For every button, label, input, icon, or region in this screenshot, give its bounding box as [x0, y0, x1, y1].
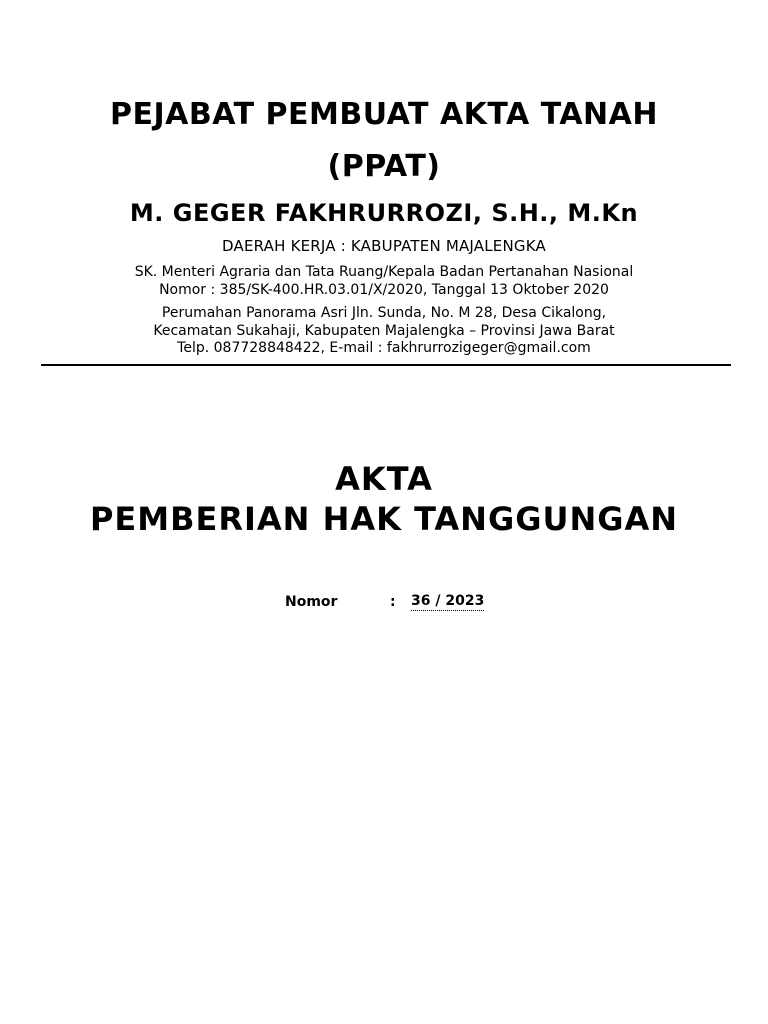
- header-divider: [41, 364, 731, 366]
- decree-number: Nomor : 385/SK-400.HR.03.01/X/2020, Tanggal 13 Oktober 2020: [159, 282, 609, 298]
- office-address-line-2: Kecamatan Sukahaji, Kabupaten Majalengka – Provinsi Jawa Barat: [153, 323, 615, 339]
- number-label: Nomor: [285, 594, 338, 610]
- officer-name: M. GEGER FAKHRURROZI, S.H., M.Kn: [129, 199, 639, 227]
- office-address-line-1: Perumahan Panorama Asri Jln. Sunda, No. M 28, Desa Cikalong,: [161, 305, 607, 321]
- office-title-abbreviation: (PPAT): [327, 149, 441, 184]
- office-title: PEJABAT PEMBUAT AKTA TANAH: [109, 97, 658, 132]
- work-area: DAERAH KERJA : KABUPATEN MAJALENGKA: [222, 237, 546, 255]
- document-type: AKTA: [335, 460, 433, 498]
- contact-info: Telp. 087728848422, E-mail : fakhrurrozigeger@gmail.com: [177, 340, 591, 356]
- number-separator: :: [390, 594, 396, 610]
- document-title: PEMBERIAN HAK TANGGUNGAN: [89, 500, 679, 538]
- decree-reference: SK. Menteri Agraria dan Tata Ruang/Kepala Badan Pertanahan Nasional: [134, 264, 634, 280]
- document-number: 36 / 2023: [411, 593, 485, 609]
